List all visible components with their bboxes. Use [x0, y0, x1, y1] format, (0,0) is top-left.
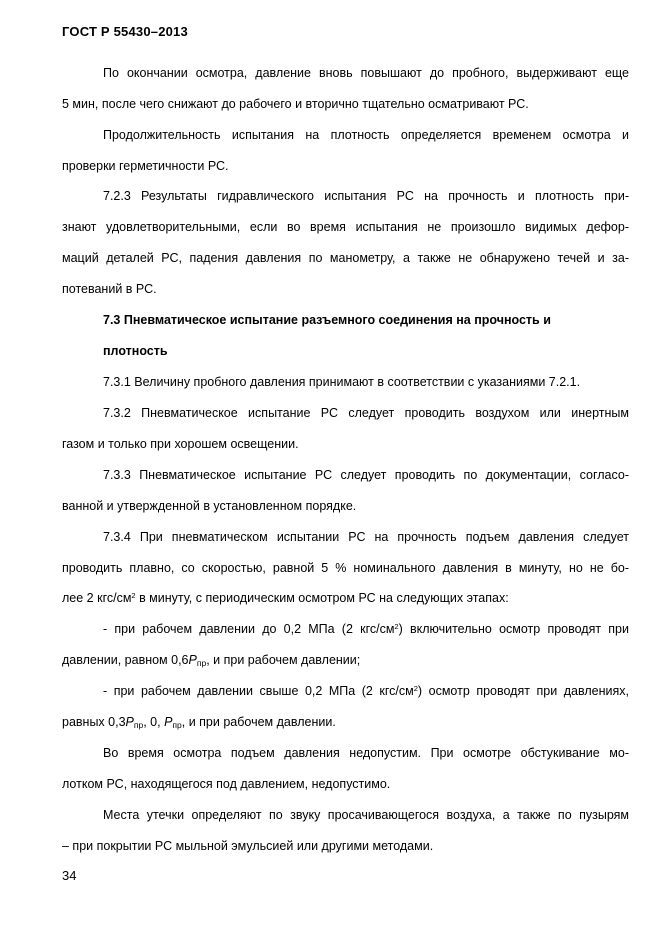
text-line: потеваний в РС. — [62, 282, 157, 296]
text-line: 7.3.2 Пневматическое испытание РС следует проводить воздухом или инертным — [103, 406, 629, 420]
text-line: давлении, равном $0,6P_{пр}$, и при рабочем давлении; — [62, 653, 361, 668]
document-header: ГОСТ Р 55430–2013 — [62, 24, 188, 39]
text-line: - при рабочем давлении свыше 0,2 МПа (2 кгс/$см^2$) осмотр проводят при давлениях, — [103, 684, 629, 698]
text-line: ванной и утвержденной в установленном порядке. — [62, 499, 357, 513]
text-line: маций деталей РС, падения давления по манометру, а также не обнаружено течей и за- — [62, 251, 629, 265]
section-heading-cont: плотность — [103, 344, 168, 358]
section-heading: 7.3 Пневматическое испытание разъемного соединения на прочность и — [103, 313, 551, 327]
text-line: равных $0,3P_{пр}$, 0, $P_{пр}$, и при рабочем давлении. — [62, 715, 336, 730]
text-line: газом и только при хорошем освещении. — [62, 437, 299, 451]
text-line: проводить плавно, со скоростью, равной 5 % номинального давления в минуту, но не бо- — [62, 561, 629, 575]
text-line: знают удовлетворительными, если во время испытания не произошло видимых дефор- — [62, 220, 629, 234]
text-line: 7.3.4 При пневматическом испытании РС на прочность подъем давления следует — [103, 530, 629, 544]
text-line: Места утечки определяют по звуку просачивающегося воздуха, а также по пузырям — [103, 808, 629, 822]
text-line: 5 мин, после чего снижают до рабочего и вторично тщательно осматривают РС. — [62, 97, 529, 111]
text-line: Продолжительность испытания на плотность определяется временем осмотра и — [103, 128, 629, 142]
text-line: - при рабочем давлении до 0,2 МПа (2 кгс/$см^2$) включительно осмотр проводят при — [103, 622, 629, 636]
page-number: 34 — [62, 868, 77, 883]
text-line: проверки герметичности РС. — [62, 159, 229, 173]
text-line: 7.2.3 Результаты гидравлического испытания РС на прочность и плотность при- — [103, 189, 629, 203]
text-line: лотком РС, находящегося под давлением, недопустимо. — [62, 777, 391, 791]
text-line: лее 2 кгс/$см^2$ в минуту, с периодическим осмотром РС на следующих этапах: — [62, 591, 509, 605]
text-line: Во время осмотра подъем давления недопустим. При осмотре обстукивание мо- — [103, 746, 629, 760]
text-line: 7.3.3 Пневматическое испытание РС следует проводить по документации, согласо- — [103, 468, 629, 482]
text-line: – при покрытии РС мыльной эмульсией или другими методами. — [62, 839, 434, 853]
text-line: 7.3.1 Величину пробного давления принимают в соответствии с указаниями 7.2.1. — [103, 375, 581, 389]
text-line: По окончании осмотра, давление вновь повышают до пробного, выдерживают еще — [103, 66, 629, 80]
